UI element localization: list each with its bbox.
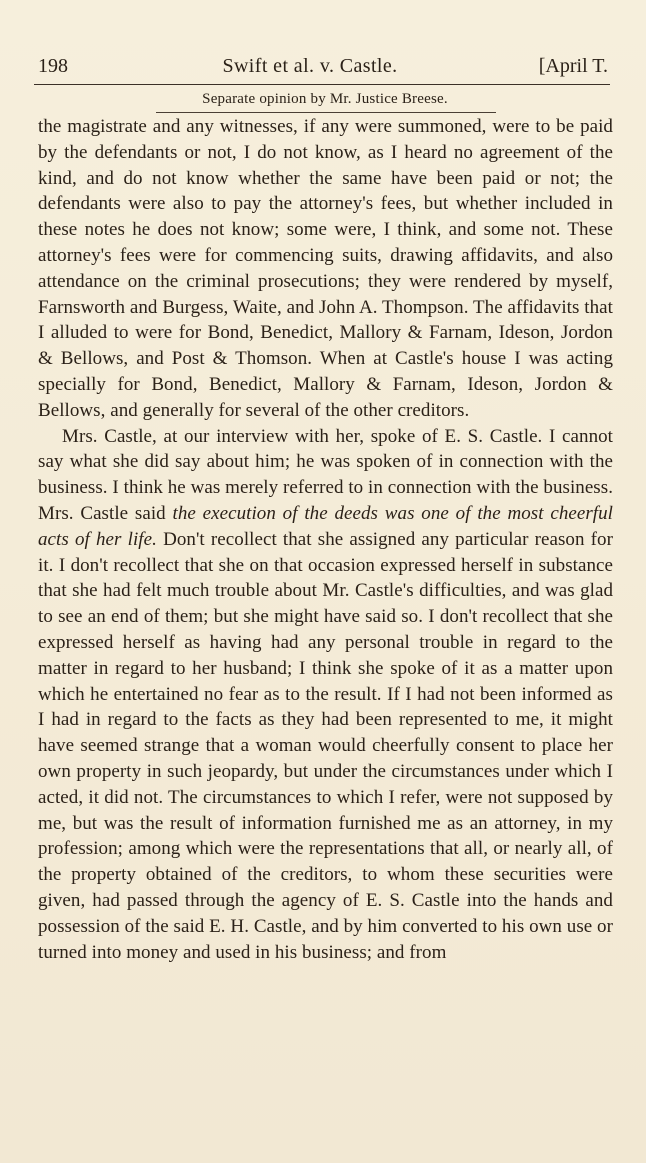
term-label: [April T. <box>538 55 608 77</box>
page-number: 198 <box>38 55 68 77</box>
paragraph-2-part-2: Don't recollect that she assigned any particular reason for it. I don't recollect that she on that occasion expressed herself in substance that she had felt much trouble about Mr. Castle's difficulties, and was glad to see an end of them; but she might have said so. I don't recollect that she expressed herself as having had any personal trouble in regard to the matter in regard to her husband; I think she spoke of it as a matter upon which he entertained no fear as to the result. If I had not been informed as I had in regard to the facts as they had been represented to me, it might have seemed strange that a woman would cheerfully consent to place her own property in such jeopardy, but under the circumstances under which I acted, it did not. The circumstances to which I refer, were not supposed by me, but was the result of information furnished me as an attorney, in my profession; among which were the representations that all, or nearly all, of the property obtained of the creditors, to whom these securities were given, had passed through the agency of E. S. Castle into the hands and possession of the said E. H. Castle, and by him converted to his own use or turned into money and used in his business; and from <box>38 528 613 963</box>
paragraph-1: the magistrate and any witnesses, if any were summoned, were to be paid by the defendants or not, I do not know, as I heard no agreement of the kind, and do not know whether the same have been paid or not; the defendants were also to pay the attorney's fees, but whether included in these notes he does not know; some were, I think, and some not. These attorney's fees were for commencing suits, drawing affidavits, and also attendance on the criminal prosecutions; they were rendered by myself, Farnsworth and Burgess, Waite, and John A. Thompson. The affidavits that I alluded to were for Bond, Benedict, Mallory & Farnam, Ideson, Jordon & Bellows, and Post & Thomson. When at Castle's house I was acting specially for Bond, Benedict, Mallory & Farnam, Ideson, Jordon & Bellows, and generally for several of the other creditors. <box>38 116 613 421</box>
paragraph-2-italic: the execution of the deeds was one of the most cheerful acts of her life. <box>38 502 613 550</box>
subheading-rule <box>156 112 496 113</box>
body-text <box>38 114 613 965</box>
opinion-subheading: Separate opinion by Mr. Justice Breese. <box>202 91 448 107</box>
running-head <box>38 50 608 78</box>
paragraph-2 <box>38 424 613 966</box>
header-rule <box>34 84 610 85</box>
case-title: Swift et al. v. Castle. <box>222 55 398 77</box>
paragraph-2-part-1: Mrs. Castle, at our interview with her, spoke of E. S. Castle. I cannot say what she did say about him; he was spoken of in connection with the business. I think he was merely referred to in connection with the business. Mrs. Castle said <box>38 425 613 524</box>
